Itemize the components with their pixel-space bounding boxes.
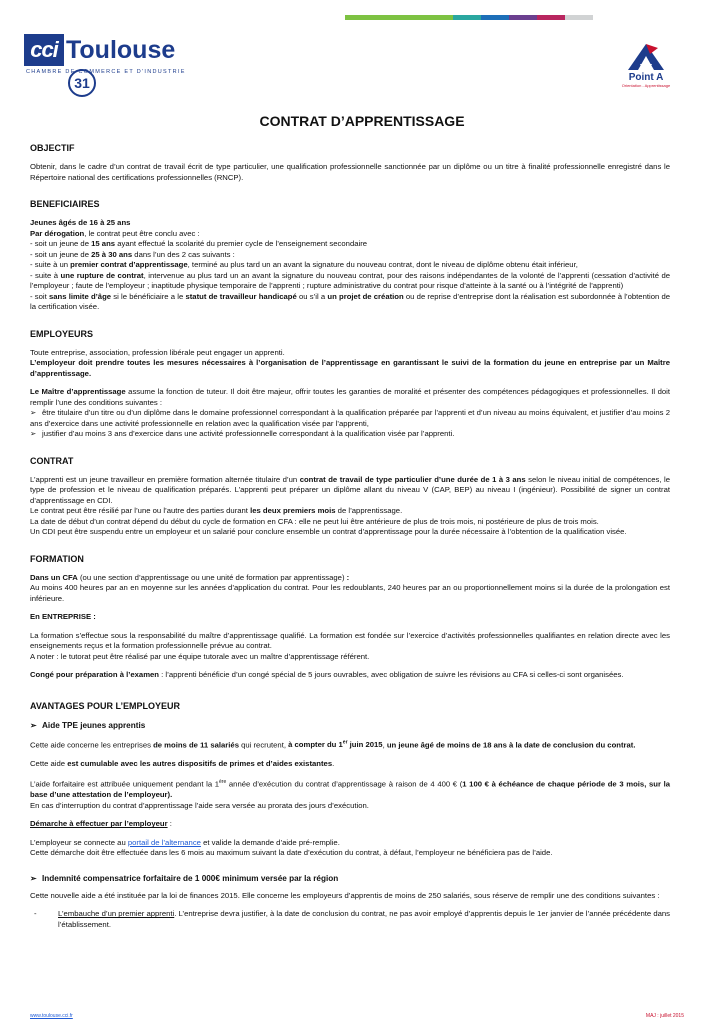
section-heading: EMPLOYEURS: [30, 328, 94, 339]
paragraph: En cas d’interruption du contrat d’apprentissage l’aide sera versée au prorata des jours d’exécution.: [30, 800, 369, 810]
section-employeurs: [30, 329, 670, 440]
paragraph: Cette aide est cumulable avec les autres dispositifs de primes et d’aides existantes.: [30, 758, 335, 768]
section-formation: [30, 554, 670, 681]
color-bar-segment: [509, 15, 537, 20]
paragraph: La formation s’effectue sous la responsabilité du maître d’apprentissage qualifié. La formation est fondée sur l’exercice d’activités professionnelles qualifiantes en relation directe avec les enseignements reçus et la formation professionnelle prévue au contrat.: [30, 630, 670, 650]
list-item: - soit un jeune de 25 à 30 ans dans l’un des 2 cas suivants :: [30, 249, 235, 259]
section-heading: CONTRAT: [30, 455, 74, 466]
list-item: - soit sans limite d’âge si le bénéficiaire a le statut de travailleur handicapé ou s’il a un projet de création ou de reprise d’entreprise dont la réalisation est subordonnée à l’obtention de la certification visée.: [30, 291, 671, 311]
paragraph: L’apprenti est un jeune travailleur en première formation alternée titulaire d’un contrat de travail de type particulier d’une durée de 1 à 3 ans selon le niveau initial de compétences, le type de profession et le niveau de qualification préparés. L’apprenti peut préparer un diplôme allant du niveau V (CAP, BEP) au niveau I (ingénieur). Possibilité de signer un contrat d’apprentissage en CDI.: [30, 474, 670, 505]
cci-logo-mark: cci: [24, 34, 64, 66]
subsection-heading: ➢ Indemnité compensatrice forfaitaire de 1 000€ minimum versée par la région: [30, 873, 339, 883]
paragraph: Le Maître d’apprentissage assume la fonction de tuteur. Il doit être majeur, offrir toutes les garanties de moralité et présenter des compétences pédagogiques et professionnelles. Il doit remplir l’une des conditions suivantes :: [30, 387, 671, 407]
paragraph: La date de début d’un contrat dépend du début du cycle de formation en CFA : elle ne peut lui être antérieure de plus de trois mois, ni postérieure de plus de trois mois.: [30, 516, 599, 526]
paragraph: Un CDI peut être suspendu entre un employeur et un salarié pour conclure ensemble un contrat d’apprentissage pour la durée nécessaire à l’obtention de la qualification visée.: [30, 527, 627, 536]
dash-bullet-icon: -: [34, 909, 37, 919]
cci-logo: [24, 34, 186, 92]
color-bar: [345, 15, 593, 20]
subsection-heading: ➢ Aide TPE jeunes apprentis: [30, 720, 146, 730]
section-contrat: [30, 456, 670, 538]
arrow-bullet-icon: ➢: [30, 429, 37, 438]
portail-alternance-link[interactable]: portail de l’alternance: [127, 837, 201, 847]
paragraph: L’employeur se connecte au portail de l’alternance et valide la demande d’aide pré-remplie.: [30, 837, 340, 847]
list-item: - suite à une rupture de contrat, intervenue au plus tard un an avant la signature du nouveau contrat, pour des raisons indépendantes de la volonté de l’apprenti (cessation d’activité de l’employeur ; faute de l’employeur ; inaptitude physique temporaire de l’apprenti ; rupture administrative du contrat pour risque d’atteinte à la santé ou à l’intégrité de l’apprenti): [30, 270, 671, 290]
paragraph: Cette démarche doit être effectuée dans les 6 mois au maximum suivant la date d’exécution du contrat, à défaut, l’employeur ne bénéficiera pas de l’aide.: [30, 848, 553, 858]
section-heading: OBJECTIF: [30, 143, 75, 153]
point-a-name: Point A: [628, 72, 664, 83]
list-item: - soit un jeune de 15 ans ayant effectué la scolarité du premier cycle de l’enseignement secondaire: [30, 239, 368, 248]
list-item: ➢ justifier d’au moins 3 ans d’exercice dans une activité professionnelle correspondant à la qualification visée par l’apprenti.: [30, 429, 455, 438]
section-heading: AVANTAGES POUR L’EMPLOYEUR: [30, 700, 181, 711]
paragraph: L’aide forfaitaire est attribuée uniquement pendant la 1ère année d’exécution du contrat d’apprentissage à raison de 4 400 € (1 100 € à échéance de chaque période de 3 mois, sur la base d’une attestation de l’employeur).: [30, 779, 671, 800]
paragraph: Le contrat peut être résilié par l’une ou l’autre des parties durant les deux premiers mois de l’apprentissage.: [30, 506, 403, 515]
paragraph: Dans un CFA (ou une section d’apprentissage ou une unité de formation par apprentissage) :: [30, 572, 350, 582]
section-avantages: [30, 701, 670, 931]
paragraph: L’employeur doit prendre toutes les mesures nécessaires à l’organisation de l’apprentissage en garantissant le suivi de la formation du jeune en entreprise par un Maître d’apprentissage.: [30, 358, 670, 378]
paragraph: Cette nouvelle aide a été instituée par la loi de finances 2015. Elle concerne les employeurs d’apprentis de moins de 250 salariés, sous réserve de remplir une des conditions suivantes :: [30, 890, 660, 900]
cci-logo-name: [66, 34, 184, 98]
point-a-logo: [614, 42, 678, 94]
section-heading: FORMATION: [30, 553, 84, 564]
document-title: CONTRAT D’APPRENTISSAGE: [259, 113, 465, 129]
paragraph: Par dérogation, le contrat peut être conclu avec :: [30, 228, 200, 238]
footer-website-link[interactable]: www.toulouse.cci.fr: [30, 1013, 73, 1019]
paragraph: Jeunes âgés de 16 à 25 ans: [30, 218, 131, 227]
point-a-icon: [626, 42, 666, 72]
list-item: - L’embauche d’un premier apprenti. L’entreprise devra justifier, à la date de conclusion du contrat, ne pas avoir employé d’apprentis depuis le 1er janvier de l’année précédente dans l’établissement.: [34, 909, 670, 929]
arrow-bullet-icon: ➢: [30, 720, 37, 730]
section-objectif: [30, 143, 670, 183]
paragraph: Congé pour préparation à l’examen : l’apprenti bénéficie d’un congé spécial de 5 jours ouvrables, avec obligation de suivre les révisions au CFA si celles-ci sont organisées.: [30, 670, 624, 679]
paragraph: Cette aide concerne les entreprises de moins de 11 salariés qui recrutent, à compter du 1er juin 2015, un jeune âgé de moins de 18 ans à la date de conclusion du contrat.: [30, 739, 636, 750]
color-bar-segment: [565, 15, 593, 20]
document-body: [30, 143, 670, 942]
arrow-bullet-icon: ➢: [30, 408, 37, 417]
section-heading: BENEFICIAIRES: [30, 199, 100, 209]
cci-logo-number: 31: [68, 69, 96, 97]
color-bar-segment: [537, 15, 565, 20]
list-item: ➢ être titulaire d’un titre ou d’un diplôme dans le domaine professionnel correspondant à la qualification préparée par l’apprenti et d’un niveau au moins équivalent, et justifier d’au moins 2 ans d’exercice dans une activité professionnelle en relation avec la qualification visée par l’apprenti,: [30, 408, 670, 428]
paragraph: Au moins 400 heures par an en moyenne sur les années d’application du contrat. Pour les redoublants, 240 heures par an ou proportionnellement moins si la durée de la prolongation est inférieure.: [30, 583, 670, 603]
section-beneficiaires: [30, 199, 670, 313]
color-bar-segment: [481, 15, 509, 20]
list-item: - suite à un premier contrat d’apprentissage, terminé au plus tard un an avant la signature du nouveau contrat, dont le niveau de diplôme obtenu était inférieur,: [30, 260, 578, 269]
paragraph: Toute entreprise, association, profession libérale peut engager un apprenti.: [30, 347, 285, 357]
paragraph: Obtenir, dans le cadre d’un contrat de travail écrit de type particulier, une qualification professionnelle sanctionnée par un diplôme ou un titre à finalité professionnelle enregistré dans le Répertoire national des certifications professionnelles (RNCP).: [30, 162, 670, 182]
cci-logo-subtitle: CHAMBRE DE COMMERCE ET D'INDUSTRIE: [26, 69, 186, 75]
footer-update-date: MAJ : juillet 2015: [645, 1013, 684, 1019]
paragraph: A noter : le tutorat peut être réalisé par une équipe tutorale avec un maître d’apprentissage référent.: [30, 651, 370, 661]
paragraph: En ENTREPRISE :: [30, 612, 96, 621]
cci-logo-city: Toulouse: [66, 36, 176, 64]
arrow-bullet-icon: ➢: [30, 873, 37, 883]
color-bar-segment: [453, 15, 481, 20]
paragraph: Démarche à effectuer par l’employeur :: [30, 819, 172, 829]
point-a-subtitle: Orientation - Apprentissage: [621, 83, 671, 88]
color-bar-segment: [345, 15, 453, 20]
